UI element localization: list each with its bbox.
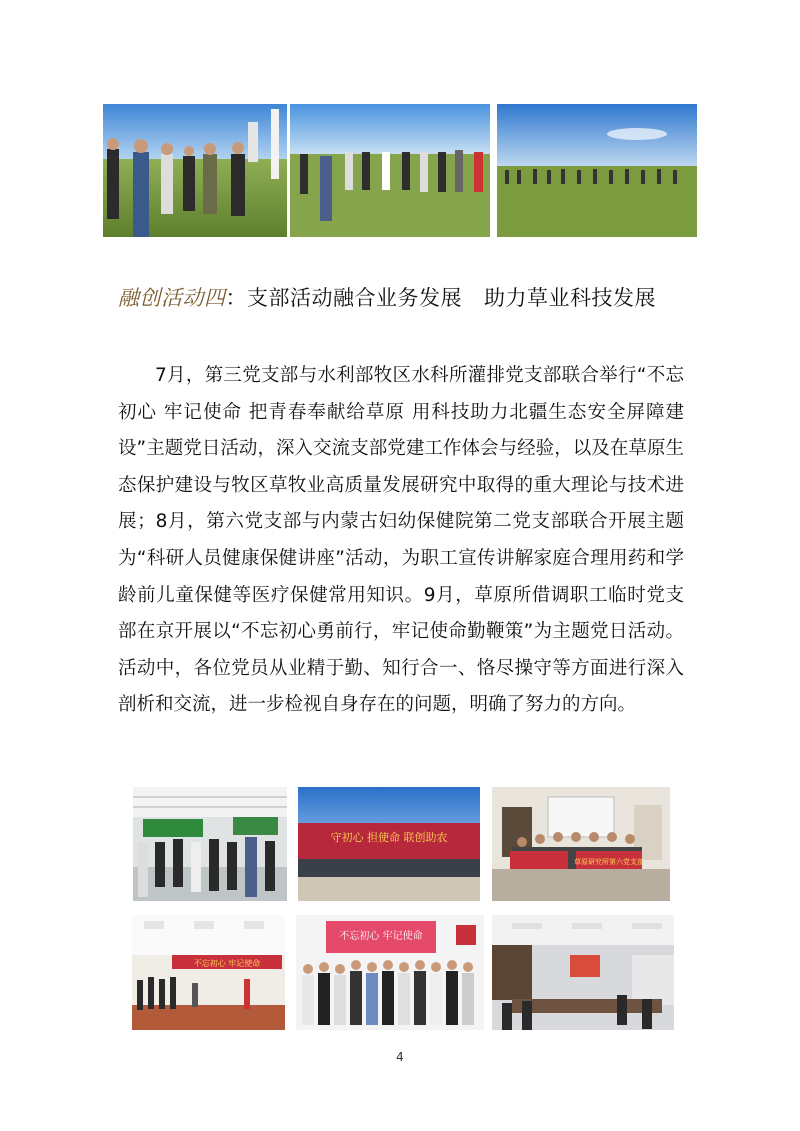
photo-field-visit-3 [497,104,697,237]
banner-slogan: 守初心 担使命 联创助农 [330,831,448,844]
photo-meeting-room [132,915,285,1030]
photo-group-portrait [296,915,484,1030]
heading-label: 融创活动四 [118,286,226,310]
banner-branch: 草原研究所第六党支部 [574,858,644,866]
photo-conference-room [492,915,674,1030]
page-number: 4 [396,1050,404,1064]
photo-group-lecture [492,787,670,901]
photo-field-visit-2 [290,104,490,237]
photo-banner-event [298,787,480,901]
meeting-slogan: 不忘初心 牢记使命 [193,959,261,968]
photo-exhibition-hall [133,787,287,901]
screen-slogan: 不忘初心 牢记使命 [339,931,423,942]
section-heading [118,284,758,312]
photo-field-visit-1 [103,104,287,237]
heading-part-1: 支部活动融合业务发展 [247,286,462,310]
body-paragraph: 7月，第三党支部与水利部牧区水科所灌排党支部联合举行“不忘初心 牢记使命 把青春奉献给草原 用科技助力北疆生态安全屏障建设”主题党日活动，深入交流支部党建工作体会与经验，以及在草原生态保护建设与牧区草牧业高质量发展研究中取得的重大理论与技术进展；8月，第六党支部与内蒙古妇幼保健院第二党支部联合开展主题为“科研人员健康保健讲座”活动，为职工宣传讲解家庭合理用药和学龄前儿童保健等医疗保健常用知识。9月，草原所借调职工临时党支部在京开展以“不忘初心勇前行，牢记使命勤鞭策”为主题党日活动。活动中，各位党员从业精于勤、知行合一、恪尽操守等方面进行深入剖析和交流，进一步检视自身存在的问题，明确了努力的方向。 [118,365,684,716]
heading-part-2: 助力草业科技发展 [484,286,656,310]
heading-separator: ： [225,286,247,310]
